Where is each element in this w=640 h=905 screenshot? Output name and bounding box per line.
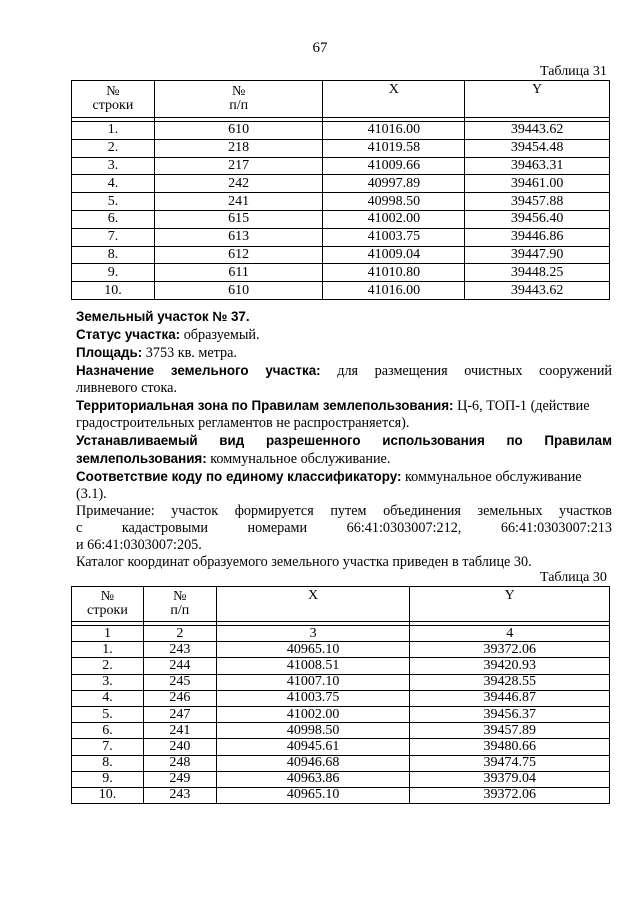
cell-point-number: 246 xyxy=(143,690,216,706)
header-point-number: № п/п xyxy=(154,81,323,118)
table-row xyxy=(72,157,610,175)
header-y: Y xyxy=(465,81,610,118)
cell-y: 39456.37 xyxy=(410,706,610,722)
cell-x: 41009.66 xyxy=(323,157,465,175)
cell-row-number: 4. xyxy=(72,690,144,706)
cell-row-number: 5. xyxy=(72,706,144,722)
cell-row-number: 7. xyxy=(72,739,144,755)
cell-y: 39379.04 xyxy=(410,771,610,787)
cell-x: 41002.00 xyxy=(323,210,465,228)
cell-row-number: 7. xyxy=(72,228,155,246)
cell-x: 41019.58 xyxy=(323,139,465,157)
cell-row-number: 9. xyxy=(72,771,144,787)
zone-value: Ц-6, ТОП-1 (действие xyxy=(453,398,590,414)
area-label: Площадь: xyxy=(76,345,143,360)
table-row xyxy=(72,228,610,246)
header-x: X xyxy=(323,81,465,118)
table-row xyxy=(72,122,610,140)
purpose-label: Назначение земельного участка: xyxy=(76,363,321,378)
coordinates-table-31 xyxy=(71,80,610,300)
table-row xyxy=(72,755,610,771)
cell-x: 41008.51 xyxy=(216,658,410,674)
catalog-reference: Каталог координат образуемого земельного участка приведен в таблице 30. xyxy=(76,554,532,570)
cell-y: 39420.93 xyxy=(410,658,610,674)
cell-y: 39454.48 xyxy=(465,139,610,157)
table30-body xyxy=(72,642,610,804)
table-row xyxy=(72,175,610,193)
cell-row-number: 1. xyxy=(72,642,144,658)
cell-y: 39372.06 xyxy=(410,642,610,658)
cell-point-number: 613 xyxy=(154,228,323,246)
column-number: 1 xyxy=(72,626,144,642)
use-label-continued: землепользования: xyxy=(76,451,207,466)
cell-row-number: 5. xyxy=(72,193,155,211)
cell-row-number: 2. xyxy=(72,139,155,157)
note-line-3: и 66:41:0303007:205. xyxy=(76,537,202,553)
cell-x: 40998.50 xyxy=(216,723,410,739)
cell-x: 41009.04 xyxy=(323,246,465,264)
cell-x: 41003.75 xyxy=(216,690,410,706)
cell-row-number: 9. xyxy=(72,264,155,282)
cell-x: 41016.00 xyxy=(323,282,465,300)
cell-row-number: 1. xyxy=(72,122,155,140)
table-row xyxy=(72,282,610,300)
classifier-value: коммунальное обслуживание xyxy=(401,469,582,485)
header-point-number: № п/п xyxy=(143,587,216,622)
parcel-title: Земельный участок № 37. xyxy=(76,309,250,324)
cell-point-number: 217 xyxy=(154,157,323,175)
header-y: Y xyxy=(410,587,610,622)
table-row xyxy=(72,674,610,690)
note-line-1: Примечание: участок формируется путем объединения земельных участков xyxy=(76,503,612,519)
classifier-value-continued: (3.1). xyxy=(76,486,107,502)
cell-point-number: 243 xyxy=(143,787,216,803)
table-row xyxy=(72,787,610,803)
table-header-row xyxy=(72,81,610,118)
status-value: образуемый. xyxy=(180,327,260,343)
cell-y: 39443.62 xyxy=(465,122,610,140)
parcel-description xyxy=(76,308,612,571)
column-number: 2 xyxy=(143,626,216,642)
zone-label: Территориальная зона по Правилам землепользования: xyxy=(76,398,454,413)
table-row xyxy=(72,771,610,787)
table-row xyxy=(72,658,610,674)
cell-row-number: 8. xyxy=(72,755,144,771)
table-row xyxy=(72,706,610,722)
table-header-row xyxy=(72,587,610,622)
cell-y: 39457.89 xyxy=(410,723,610,739)
cell-y: 39456.40 xyxy=(465,210,610,228)
purpose-value-continued: ливневого стока. xyxy=(76,380,177,396)
classifier-label: Соответствие коду по единому классификатору: xyxy=(76,469,402,484)
table-row xyxy=(72,642,610,658)
cell-point-number: 241 xyxy=(143,723,216,739)
table-row xyxy=(72,210,610,228)
cell-row-number: 8. xyxy=(72,246,155,264)
cell-point-number: 242 xyxy=(154,175,323,193)
cell-x: 40997.89 xyxy=(323,175,465,193)
cell-point-number: 612 xyxy=(154,246,323,264)
cell-x: 40998.50 xyxy=(323,193,465,211)
table-row xyxy=(72,723,610,739)
column-numbering-row xyxy=(72,626,610,642)
note-line-2: с кадастровыми номерами 66:41:0303007:212, 66:41:0303007:213 xyxy=(76,520,612,536)
table-row xyxy=(72,246,610,264)
cell-y: 39446.86 xyxy=(465,228,610,246)
cell-x: 41010.80 xyxy=(323,264,465,282)
cell-row-number: 6. xyxy=(72,210,155,228)
table31-body xyxy=(72,122,610,300)
cell-point-number: 248 xyxy=(143,755,216,771)
header-row-number: № строки xyxy=(72,81,155,118)
cell-point-number: 240 xyxy=(143,739,216,755)
table30-caption: Таблица 30 xyxy=(540,570,607,585)
cell-row-number: 10. xyxy=(72,787,144,803)
cell-y: 39446.87 xyxy=(410,690,610,706)
cell-y: 39372.06 xyxy=(410,787,610,803)
header-x: X xyxy=(216,587,410,622)
cell-point-number: 611 xyxy=(154,264,323,282)
column-number: 4 xyxy=(410,626,610,642)
cell-point-number: 615 xyxy=(154,210,323,228)
cell-x: 41007.10 xyxy=(216,674,410,690)
table-row xyxy=(72,739,610,755)
cell-point-number: 610 xyxy=(154,282,323,300)
table-row xyxy=(72,193,610,211)
cell-x: 41016.00 xyxy=(323,122,465,140)
cell-x: 40965.10 xyxy=(216,642,410,658)
cell-y: 39447.90 xyxy=(465,246,610,264)
cell-x: 40945.61 xyxy=(216,739,410,755)
cell-point-number: 218 xyxy=(154,139,323,157)
cell-x: 41003.75 xyxy=(323,228,465,246)
cell-point-number: 249 xyxy=(143,771,216,787)
cell-row-number: 6. xyxy=(72,723,144,739)
cell-y: 39461.00 xyxy=(465,175,610,193)
table31-caption: Таблица 31 xyxy=(540,64,607,79)
cell-row-number: 3. xyxy=(72,157,155,175)
column-number: 3 xyxy=(216,626,410,642)
use-value: коммунальное обслуживание. xyxy=(206,451,391,467)
cell-row-number: 3. xyxy=(72,674,144,690)
cell-y: 39463.31 xyxy=(465,157,610,175)
use-label: Устанавливаемый вид разрешенного использования по Правилам xyxy=(76,433,612,448)
cell-point-number: 610 xyxy=(154,122,323,140)
table-row xyxy=(72,139,610,157)
coordinates-table-30 xyxy=(71,586,610,804)
cell-x: 40965.10 xyxy=(216,787,410,803)
cell-point-number: 245 xyxy=(143,674,216,690)
cell-y: 39448.25 xyxy=(465,264,610,282)
cell-point-number: 241 xyxy=(154,193,323,211)
cell-point-number: 243 xyxy=(143,642,216,658)
cell-y: 39443.62 xyxy=(465,282,610,300)
cell-y: 39457.88 xyxy=(465,193,610,211)
cell-point-number: 247 xyxy=(143,706,216,722)
cell-y: 39428.55 xyxy=(410,674,610,690)
cell-row-number: 10. xyxy=(72,282,155,300)
cell-x: 40963.86 xyxy=(216,771,410,787)
cell-point-number: 244 xyxy=(143,658,216,674)
cell-row-number: 2. xyxy=(72,658,144,674)
zone-value-continued: градостроительных регламентов не распространяется). xyxy=(76,415,410,431)
page-number: 67 xyxy=(312,40,328,56)
table-row xyxy=(72,690,610,706)
cell-y: 39474.75 xyxy=(410,755,610,771)
cell-x: 41002.00 xyxy=(216,706,410,722)
header-row-number: № строки xyxy=(72,587,144,622)
table-row xyxy=(72,264,610,282)
purpose-value: для размещения очистных сооружений xyxy=(337,363,612,379)
cell-x: 40946.68 xyxy=(216,755,410,771)
cell-y: 39480.66 xyxy=(410,739,610,755)
status-label: Статус участка: xyxy=(76,327,181,342)
cell-row-number: 4. xyxy=(72,175,155,193)
area-value: 3753 кв. метра. xyxy=(142,345,237,361)
